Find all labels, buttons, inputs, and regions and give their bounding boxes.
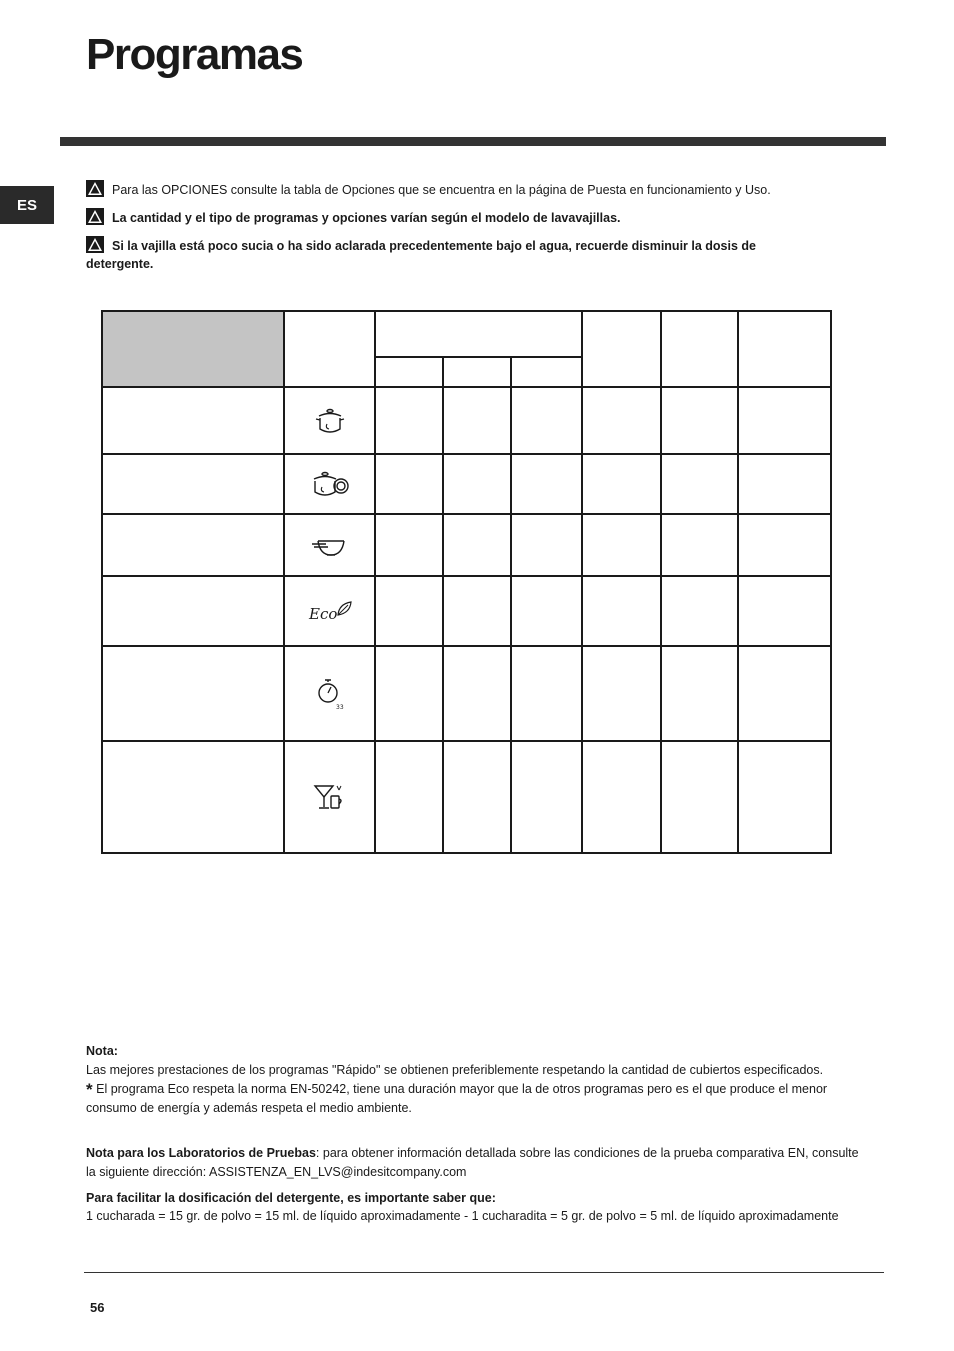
page-number: 56	[90, 1300, 105, 1315]
nota-text: Las mejores prestaciones de los programas "Rápido" se obtienen preferiblemente respetando la cantidad de cubiertos especificados.	[86, 1063, 824, 1077]
footer-rule	[84, 1272, 884, 1273]
svg-text:33: 33	[335, 703, 344, 711]
eco-note-text: El programa Eco respeta la norma EN-50242, tiene una duración mayor que la de otros programas pero es el que produce el menor consumo de energía y además respeta el medio ambiente.	[86, 1082, 828, 1115]
table-border	[101, 852, 832, 854]
program-row-icon-cell	[285, 515, 374, 575]
lab-note-block	[86, 1144, 866, 1182]
programs-table	[101, 310, 832, 854]
dose-note-text: 1 cucharada = 15 gr. de polvo = 15 ml. de líquido aproximadamente - 1 cucharadita = 5 gr. de polvo = 5 ml. de líquido aproximadamente	[86, 1209, 839, 1223]
eco-note	[86, 1080, 866, 1118]
bowl-icon	[310, 531, 350, 559]
program-row-icon-cell	[285, 647, 374, 740]
program-row-icon-cell	[285, 577, 374, 645]
page-title: Programas	[86, 30, 303, 79]
table-border	[374, 310, 376, 854]
table-border	[101, 453, 832, 455]
table-border	[101, 310, 832, 312]
warning-icon	[86, 208, 104, 225]
table-border	[510, 356, 512, 854]
table-border	[442, 356, 444, 854]
svg-text:Eco: Eco	[308, 605, 337, 623]
table-header-program-cell	[103, 312, 283, 386]
program-row-icon-cell	[285, 388, 374, 453]
table-border	[830, 310, 832, 854]
warning-options	[86, 180, 826, 199]
warning-text: Si la vajilla está poco sucia o ha sido aclarada precedentemente bajo el agua, recuerde disminuir la dosis de detergente.	[86, 239, 756, 271]
eco-leaf-icon	[307, 599, 353, 623]
table-border	[101, 575, 832, 577]
warning-icon	[86, 236, 104, 253]
table-border	[101, 310, 103, 854]
table-border	[660, 310, 662, 854]
table-border	[737, 310, 739, 854]
table-border	[581, 310, 583, 854]
glass-and-cup-icon	[313, 782, 347, 812]
table-header-sub-divider	[375, 356, 582, 358]
table-border	[101, 740, 832, 742]
title-rule	[60, 137, 886, 146]
warning-program-count	[86, 208, 826, 227]
warning-icon	[86, 180, 104, 197]
lab-note-label: Nota para los Laboratorios de Pruebas	[86, 1146, 316, 1160]
warning-text: Para las OPCIONES consulte la tabla de Opciones que se encuentra en la página de Puesta en funcionamiento y Uso.	[112, 183, 771, 197]
nota-label: Nota:	[86, 1044, 118, 1058]
program-row-icon-cell	[285, 742, 374, 852]
asterisk-mark: *	[86, 1080, 93, 1099]
pot-icon	[313, 406, 347, 436]
pot-with-plate-icon	[310, 469, 350, 499]
table-border	[101, 386, 832, 388]
warning-detergent	[86, 236, 826, 273]
stopwatch-icon	[313, 677, 347, 711]
table-border	[101, 513, 832, 515]
nota-block	[86, 1042, 866, 1118]
program-row-icon-cell	[285, 455, 374, 513]
dose-note-label: Para facilitar la dosificación del detergente, es importante saber que:	[86, 1191, 496, 1205]
language-tab: ES	[0, 186, 54, 224]
lab-note-text: : para obtener información detallada sobre las condiciones de la prueba comparativa EN, consulte la siguiente dirección: ASSISTENZA_EN_LVS@indesitcompany.com	[86, 1146, 859, 1179]
dose-note-block	[86, 1189, 866, 1225]
warning-text: La cantidad y el tipo de programas y opciones varían según el modelo de lavavajillas.	[112, 211, 621, 225]
table-border	[101, 645, 832, 647]
